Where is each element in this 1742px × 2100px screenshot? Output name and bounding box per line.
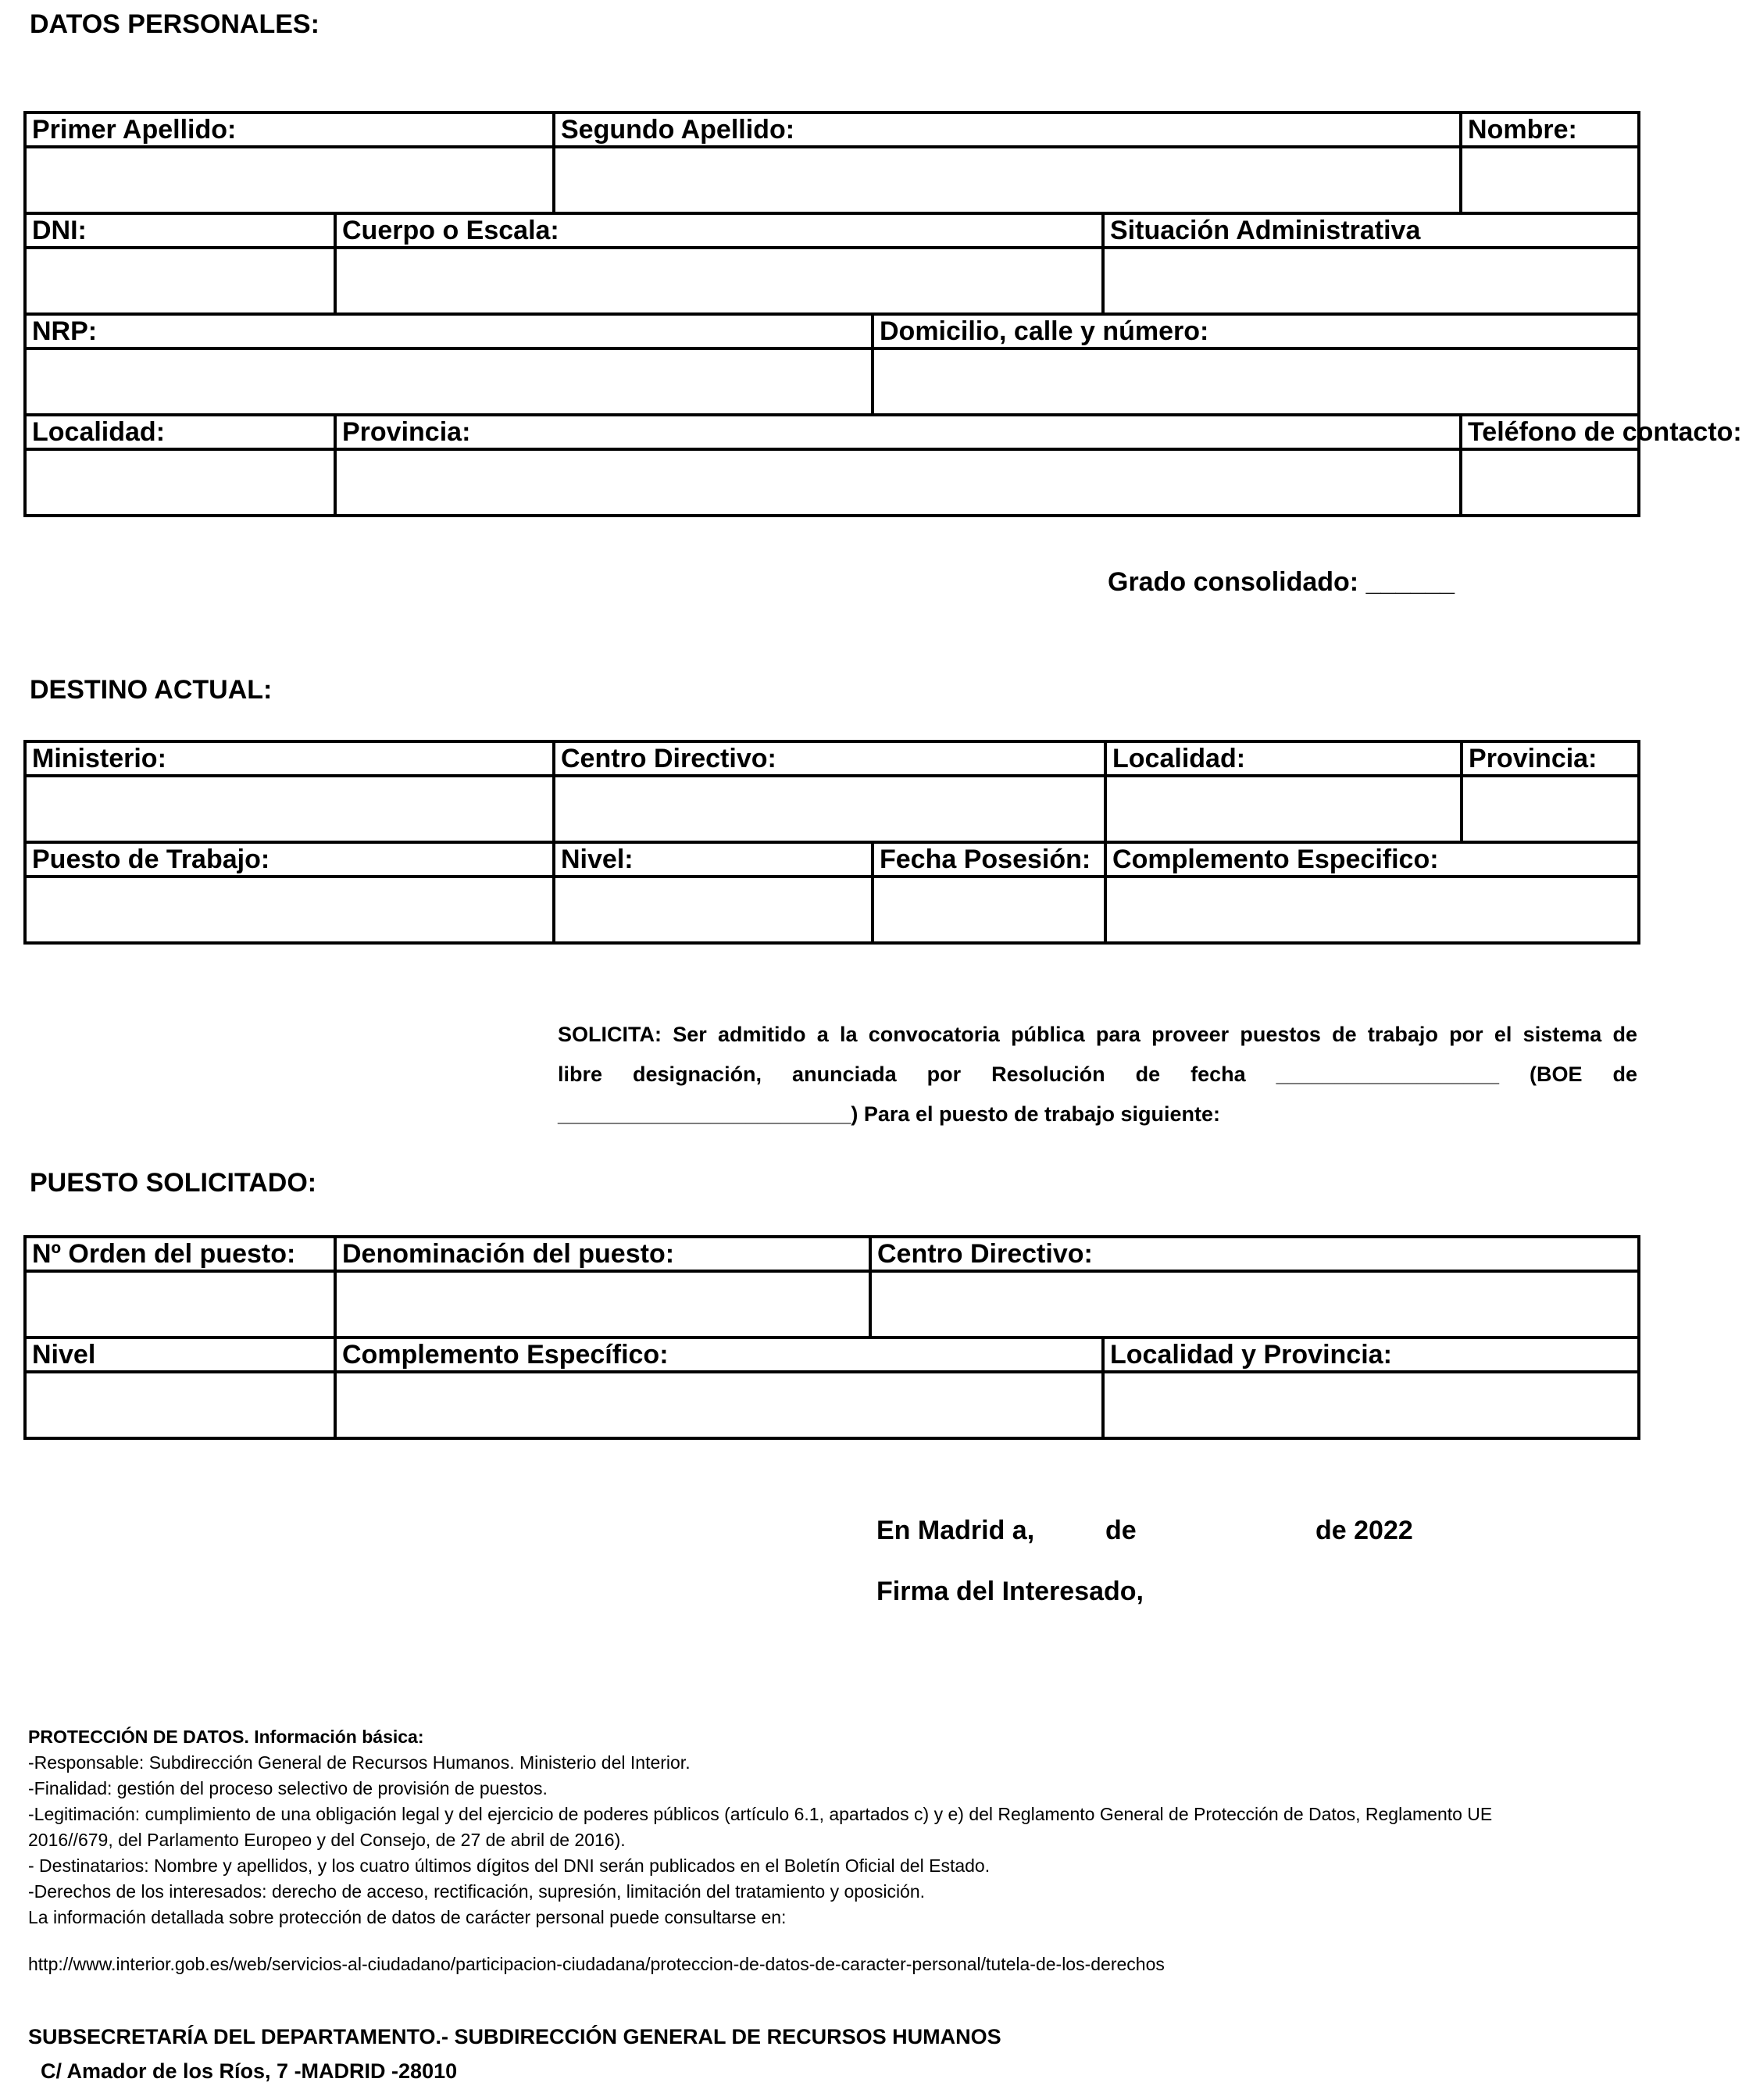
proteccion-line: -Finalidad: gestión del proceso selectivo de provisión de puestos. [28, 1778, 548, 1798]
situacion-administrativa-input[interactable] [1110, 249, 1637, 312]
field-puesto-centro-directivo[interactable] [870, 1271, 1639, 1338]
field-nrp[interactable] [25, 348, 873, 415]
label-puesto-nivel: Nivel [25, 1338, 335, 1372]
provincia-input[interactable] [342, 451, 1459, 514]
proteccion-line: 2016//679, del Parlamento Europeo y del Consejo, de 27 de abril de 2016). [28, 1830, 626, 1850]
field-situacion-administrativa[interactable] [1103, 248, 1639, 314]
destino-localidad-input[interactable] [1112, 777, 1460, 841]
label-centro-directivo: Centro Directivo: [554, 741, 1105, 776]
solicita-paragraph [558, 1015, 1637, 1134]
de-text-1: de [1105, 1516, 1137, 1545]
telefono-input[interactable] [1468, 451, 1637, 514]
proteccion-url: http://www.interior.gob.es/web/servicios-al-ciudadano/participacion-ciudadana/proteccion-de-datos-de-caracter-personal/tutela-de-los-derechos [28, 1954, 1165, 1974]
label-primer-apellido: Primer Apellido: [25, 112, 554, 147]
field-orden-puesto[interactable] [25, 1271, 335, 1338]
field-denominacion-puesto[interactable] [335, 1271, 870, 1338]
label-domicilio: Domicilio, calle y número: [873, 314, 1639, 348]
domicilio-input[interactable] [880, 350, 1637, 413]
field-centro-directivo[interactable] [554, 776, 1105, 842]
complemento-especifico-input[interactable] [1112, 878, 1637, 941]
primer-apellido-input[interactable] [32, 148, 552, 212]
puesto-solicitado-table [23, 1235, 1640, 1440]
field-puesto-nivel[interactable] [25, 1372, 335, 1438]
field-cuerpo-escala[interactable] [335, 248, 1103, 314]
nombre-input[interactable] [1468, 148, 1637, 212]
field-fecha-posesion[interactable] [873, 877, 1105, 943]
label-cuerpo-escala: Cuerpo o Escala: [335, 213, 1103, 248]
label-localidad-provincia: Localidad y Provincia: [1103, 1338, 1639, 1372]
proteccion-line: -Derechos de los interesados: derecho de acceso, rectificación, supresión, limitación del tratamiento y oposición. [28, 1881, 926, 1902]
destino-provincia-input[interactable] [1469, 777, 1637, 841]
label-destino-localidad: Localidad: [1105, 741, 1462, 776]
label-telefono: Teléfono de contacto: [1461, 415, 1639, 449]
firma-interesado: Firma del Interesado, [876, 1577, 1144, 1606]
label-puesto-complemento: Complemento Específico: [335, 1338, 1103, 1372]
field-dni[interactable] [25, 248, 335, 314]
field-destino-localidad[interactable] [1105, 776, 1462, 842]
solicita-line-2: libre designación, anunciada por Resolución de fecha ___________________ (BOE de [558, 1062, 1637, 1086]
section-heading-puesto-solicitado: PUESTO SOLICITADO: [30, 1168, 317, 1198]
label-orden-puesto: Nº Orden del puesto: [25, 1237, 335, 1271]
footer-department: SUBSECRETARÍA DEL DEPARTAMENTO.- SUBDIRECCIÓN GENERAL DE RECURSOS HUMANOS [28, 2025, 1001, 2048]
solicita-line-3: _________________________) Para el puesto de trabajo siguiente: [558, 1102, 1221, 1126]
proteccion-line: - Destinatarios: Nombre y apellidos, y los cuatro últimos dígitos del DNI serán publicados en el Boletín Oficial del Estado. [28, 1855, 991, 1876]
label-situacion-administrativa: Situación Administrativa [1103, 213, 1639, 248]
label-dni: DNI: [25, 213, 335, 248]
nivel-input[interactable] [561, 878, 871, 941]
label-puesto-trabajo: Puesto de Trabajo: [25, 842, 554, 877]
label-nrp: NRP: [25, 314, 873, 348]
localidad-provincia-input[interactable] [1110, 1373, 1637, 1437]
puesto-trabajo-input[interactable] [32, 878, 552, 941]
centro-directivo-input[interactable] [561, 777, 1104, 841]
label-fecha-posesion: Fecha Posesión: [873, 842, 1105, 877]
field-localidad[interactable] [25, 449, 335, 516]
field-provincia[interactable] [335, 449, 1461, 516]
field-domicilio[interactable] [873, 348, 1639, 415]
field-nombre[interactable] [1461, 147, 1639, 213]
proteccion-line: -Legitimación: cumplimiento de una obligación legal y del ejercicio de poderes públicos (artículo 6.1, apartados c) y e) del Reglamento General de Protección de Datos, Reglamento UE [28, 1804, 1493, 1824]
puesto-complemento-input[interactable] [342, 1373, 1101, 1437]
label-provincia: Provincia: [335, 415, 1461, 449]
field-primer-apellido[interactable] [25, 147, 554, 213]
label-destino-provincia: Provincia: [1462, 741, 1639, 776]
segundo-apellido-input[interactable] [561, 148, 1459, 212]
footer-address: C/ Amador de los Ríos, 7 -MADRID -28010 [41, 2059, 458, 2083]
field-ministerio[interactable] [25, 776, 554, 842]
puesto-nivel-input[interactable] [32, 1373, 334, 1437]
section-heading-destino-actual: DESTINO ACTUAL: [30, 675, 273, 705]
localidad-input[interactable] [32, 451, 334, 514]
field-localidad-provincia[interactable] [1103, 1372, 1639, 1438]
label-denominacion-puesto: Denominación del puesto: [335, 1237, 870, 1271]
denominacion-puesto-input[interactable] [342, 1273, 869, 1336]
ministerio-input[interactable] [32, 777, 552, 841]
orden-puesto-input[interactable] [32, 1273, 334, 1336]
field-nivel[interactable] [554, 877, 873, 943]
label-puesto-centro-directivo: Centro Directivo: [870, 1237, 1639, 1271]
proteccion-line: -Responsable: Subdirección General de Recursos Humanos. Ministerio del Interior. [28, 1752, 691, 1773]
proteccion-line: La información detallada sobre protección de datos de carácter personal puede consultarse en: [28, 1907, 787, 1927]
destino-actual-table [23, 740, 1640, 945]
fecha-posesion-input[interactable] [880, 878, 1104, 941]
label-nivel: Nivel: [554, 842, 873, 877]
label-localidad: Localidad: [25, 415, 335, 449]
label-segundo-apellido: Segundo Apellido: [554, 112, 1461, 147]
label-nombre: Nombre: [1461, 112, 1639, 147]
cuerpo-escala-input[interactable] [342, 249, 1101, 312]
field-complemento-especifico[interactable] [1105, 877, 1639, 943]
label-ministerio: Ministerio: [25, 741, 554, 776]
field-telefono[interactable] [1461, 449, 1639, 516]
dni-input[interactable] [32, 249, 334, 312]
en-madrid-text: En Madrid a, [876, 1516, 1035, 1545]
solicita-line-1: SOLICITA: Ser admitido a la convocatoria pública para proveer puestos de trabajo por el sistema de [558, 1023, 1637, 1046]
field-segundo-apellido[interactable] [554, 147, 1461, 213]
field-destino-provincia[interactable] [1462, 776, 1639, 842]
section-heading-datos-personales: DATOS PERSONALES: [30, 9, 319, 39]
field-puesto-trabajo[interactable] [25, 877, 554, 943]
proteccion-datos-block [28, 1724, 1492, 1930]
personal-data-table [23, 111, 1742, 517]
de-year-text: de 2022 [1315, 1516, 1413, 1545]
proteccion-title: PROTECCIÓN DE DATOS. Información básica: [28, 1727, 424, 1747]
grado-consolidado: Grado consolidado: ______ [1108, 567, 1455, 597]
label-complemento-especifico: Complemento Especifico: [1105, 842, 1639, 877]
field-puesto-complemento[interactable] [335, 1372, 1103, 1438]
nrp-input[interactable] [32, 350, 871, 413]
puesto-centro-directivo-input[interactable] [877, 1273, 1637, 1336]
